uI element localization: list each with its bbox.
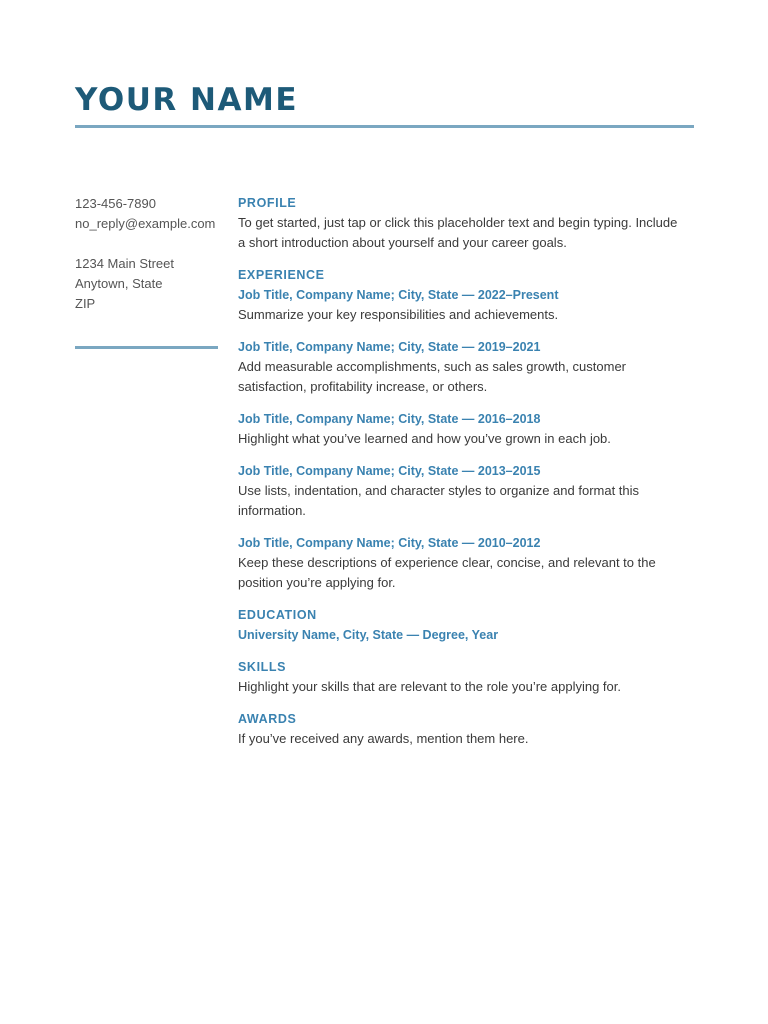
awards-heading: AWARDS (238, 712, 297, 726)
job-title: Job Title, Company Name; City, State — 2022–Present (238, 288, 559, 302)
experience-entry (238, 533, 678, 593)
job-title: Job Title, Company Name; City, State — 2010–2012 (238, 536, 541, 550)
education-heading: EDUCATION (238, 608, 317, 622)
contact-email: no_reply@example.com (75, 216, 216, 231)
contact-address-zip: ZIP (75, 296, 96, 311)
profile-text: To get started, just tap or click this placeholder text and begin typing. Include a short introduction about yourself and your career goals. (238, 215, 678, 250)
experience-entry (238, 409, 678, 449)
skills-heading: SKILLS (238, 660, 287, 674)
contact-phone: 123-456-7890 (75, 196, 156, 211)
job-title: Job Title, Company Name; City, State — 2013–2015 (238, 464, 541, 478)
profile-heading: PROFILE (238, 196, 297, 210)
awards-text: If you’ve received any awards, mention them here. (238, 731, 529, 746)
sidebar-divider (75, 346, 218, 349)
education-entry: University Name, City, State — Degree, Year (238, 628, 499, 642)
job-title: Job Title, Company Name; City, State — 2016–2018 (238, 412, 541, 426)
job-description: Keep these descriptions of experience clear, concise, and relevant to the position you’re applying for. (238, 555, 656, 590)
contact-address-street: 1234 Main Street (75, 256, 175, 271)
experience-entry (238, 461, 678, 521)
job-description: Add measurable accomplishments, such as sales growth, customer satisfaction, profitability increase, or others. (238, 359, 627, 394)
header-divider (75, 125, 694, 128)
skills-section (238, 657, 678, 697)
experience-heading: EXPERIENCE (238, 268, 325, 282)
experience-entry (238, 285, 678, 325)
job-description: Use lists, indentation, and character styles to organize and format this information. (238, 483, 640, 518)
job-description: Summarize your key responsibilities and achievements. (238, 307, 559, 322)
experience-entry (238, 337, 678, 397)
skills-text: Highlight your skills that are relevant to the role you’re applying for. (238, 679, 621, 694)
education-section (238, 605, 678, 645)
job-description: Highlight what you’ve learned and how you’ve grown in each job. (238, 431, 611, 446)
contact-sidebar (75, 194, 225, 314)
contact-address-city: Anytown, State (75, 276, 163, 291)
profile-section (238, 193, 678, 253)
job-title: Job Title, Company Name; City, State — 2019–2021 (238, 340, 541, 354)
experience-section (238, 265, 678, 593)
resume-main (238, 193, 678, 761)
awards-section (238, 709, 678, 749)
resume-name: YOUR NAME (75, 82, 298, 118)
